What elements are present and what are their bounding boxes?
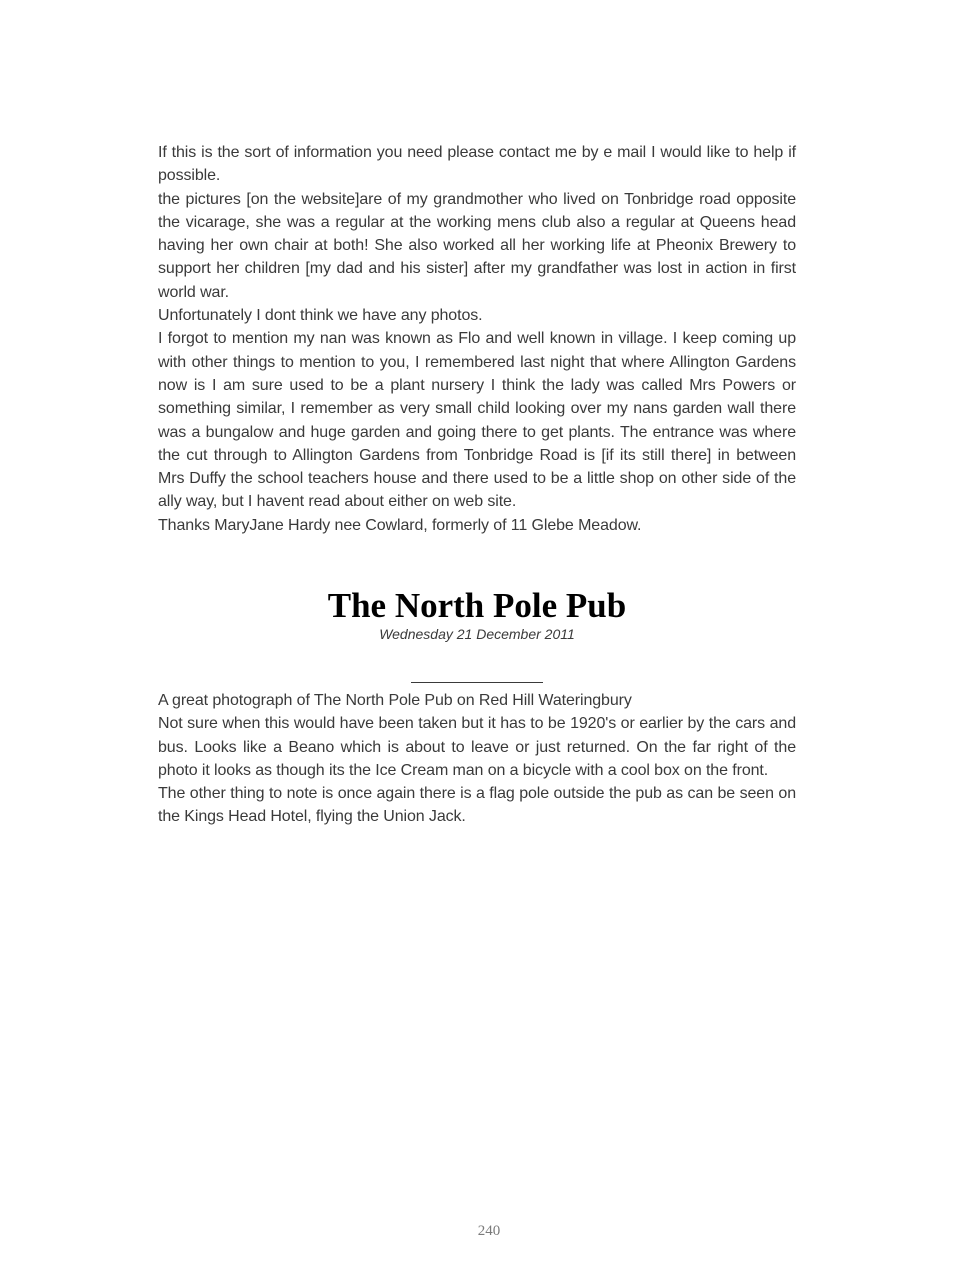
article-paragraph: Not sure when this would have been taken but it has to be 1920's or earlier by the cars and bus. Looks like a Beano which is about to leave or just returned. On the far right of the photo it looks as though its the Ice Cream man on a bicycle with a cool box on the front.: [158, 715, 796, 779]
letter-paragraph: the pictures [on the website]are of my grandmother who lived on Tonbridge road opposite the vicarage, she was a regular at the working mens club also a regular at Queens head having her own chair at both! She also worked all her working life at Pheonix Brewery to support her children [my dad and his sister] after my grandfather was lost in action in first world war.: [158, 190, 796, 301]
article-body: [158, 689, 796, 829]
article-paragraph: A great photograph of The North Pole Pub on Red Hill Wateringbury: [158, 692, 632, 709]
article-title: The North Pole Pub: [327, 586, 627, 625]
title-divider: [411, 682, 543, 683]
letter-paragraph: I forgot to mention my nan was known as Flo and well known in village. I keep coming up with other things to mention to you, I remembered last night that where Allington Gardens now is I am sure used to be a plant nursery I think the lady was called Mrs Powers or something similar, I remember as very small child looking over my nans garden wall there was a bungalow and huge garden and going there to get plants. The entrance was where the cut through to Allington Gardens from Tonbridge Road is [if its still there] in between Mrs Duffy the school teachers house and there used to be a little shop on other side of the ally way, but I havent read about either on web site.: [158, 330, 796, 511]
letter-section: [158, 141, 796, 537]
article-paragraph: The other thing to note is once again there is a flag pole outside the pub as can be seen on the Kings Head Hotel, flying the Union Jack.: [158, 785, 796, 826]
page-number: 240: [477, 1223, 501, 1239]
article-date: Wednesday 21 December 2011: [379, 626, 575, 642]
letter-paragraph: If this is the sort of information you need please contact me by e mail I would like to help if possible.: [158, 144, 796, 185]
letter-signoff: Thanks MaryJane Hardy nee Cowlard, formerly of 11 Glebe Meadow.: [158, 516, 642, 534]
letter-paragraph: Unfortunately I dont think we have any photos.: [158, 307, 483, 325]
